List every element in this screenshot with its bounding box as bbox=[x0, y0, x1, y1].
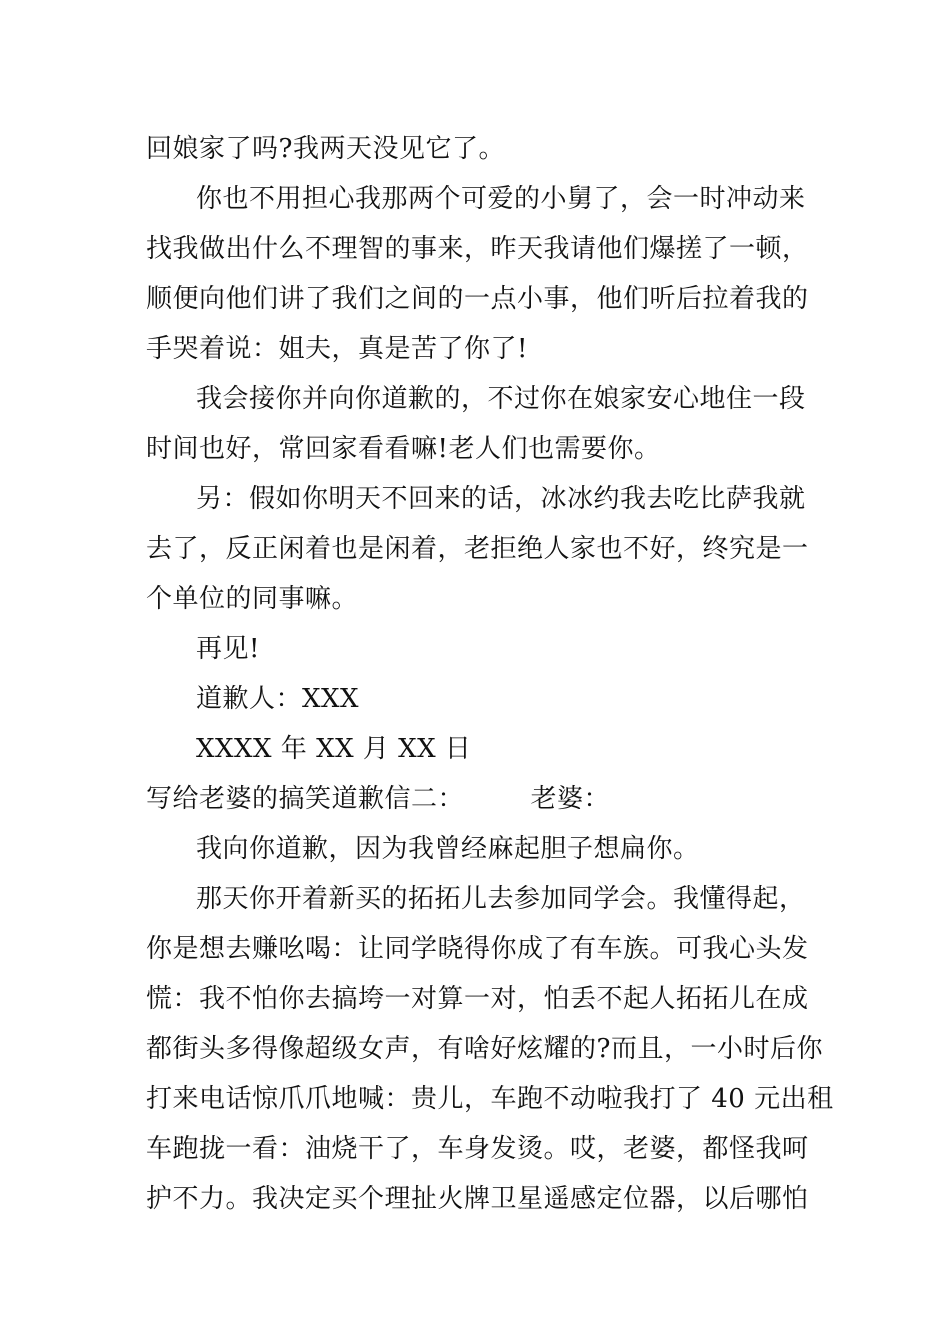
text-line: 我向你道歉，因为我曾经麻起胆子想扁你。 bbox=[196, 834, 700, 864]
text-line: 车跑拢一看：油烧干了，车身发烫。哎，老婆，都怪我呵 bbox=[146, 1134, 809, 1164]
text-line: 找我做出什么不理智的事来，昨天我请他们爆搓了一顿， bbox=[146, 234, 809, 264]
text-line: 你是想去赚吆喝：让同学晓得你成了有车族。可我心头发 bbox=[146, 934, 809, 964]
text-line: 手哭着说：姐夫，真是苦了你了! bbox=[146, 334, 528, 364]
text-line: 时间也好，常回家看看嘛!老人们也需要你。 bbox=[146, 434, 661, 464]
text-line: 回娘家了吗?我两天没见它了。 bbox=[146, 134, 505, 164]
text-line: 另：假如你明天不回来的话，冰冰约我去吃比萨我就 bbox=[196, 484, 806, 514]
text-line: 慌：我不怕你去搞垮一对算一对，怕丢不起人拓拓儿在成 bbox=[146, 984, 809, 1014]
text-line: 那天你开着新买的拓拓儿去参加同学会。我懂得起， bbox=[196, 884, 806, 914]
text-line: 再见! bbox=[196, 634, 260, 664]
text-line: 都街头多得像超级女声，有啥好炫耀的?而且，一小时后你 bbox=[146, 1034, 823, 1064]
text-line: 个单位的同事嘛。 bbox=[146, 584, 359, 614]
signature-line: 道歉人：XXX bbox=[196, 684, 360, 714]
text-line: 护不力。我决定买个理扯火牌卫星遥感定位器，以后哪怕 bbox=[146, 1184, 809, 1214]
text-line: 打来电话惊爪爪地喊：贵儿，车跑不动啦我打了 40 元出租 bbox=[146, 1084, 834, 1114]
text-line: 你也不用担心我那两个可爱的小舅了，会一时冲动来 bbox=[196, 184, 806, 214]
text-line: 我会接你并向你道歉的，不过你在娘家安心地住一段 bbox=[196, 384, 806, 414]
section-heading: 写给老婆的搞笑道歉信二： 老婆： bbox=[146, 784, 611, 814]
date-line: XXXX 年 XX 月 XX 日 bbox=[196, 734, 472, 764]
text-line: 顺便向他们讲了我们之间的一点小事，他们听后拉着我的 bbox=[146, 284, 809, 314]
text-line: 去了，反正闲着也是闲着，老拒绝人家也不好，终究是一 bbox=[146, 534, 809, 564]
